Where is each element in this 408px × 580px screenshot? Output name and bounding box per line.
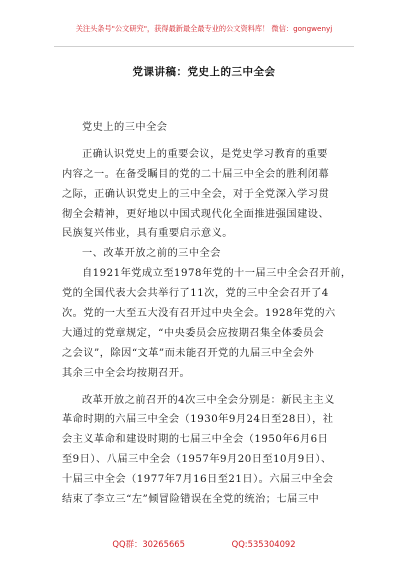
paragraph-line: 大通过的党章规定，“中央委员会应按期召集全体委员会 bbox=[62, 327, 325, 339]
header-divider bbox=[54, 46, 354, 47]
paragraph-line: 自1921年党成立至1978年党的十一届三中全会召开前， bbox=[82, 268, 352, 280]
paragraph-line: 内容之一。在备受瞩目的党的二十届三中全会的胜利闭幕 bbox=[62, 168, 330, 180]
paragraph-line: 其余三中全会均按期召开。 bbox=[62, 367, 191, 379]
paragraph-line: 民族复兴伟业，具有重要启示意义。 bbox=[62, 228, 233, 240]
paragraph-line: 彻全会精神，更好地以中国式现代化全面推进强国建设、 bbox=[62, 208, 330, 220]
paragraph-line: 次。党的一大至五大没有召开过中央全会。1928年党的六 bbox=[62, 308, 336, 320]
subsection-heading: 一、改革开放之前的三中全会 bbox=[82, 248, 221, 260]
footer-contact bbox=[0, 538, 408, 550]
document-title: 党课讲稿：党史上的三中全会 bbox=[132, 66, 276, 78]
paragraph-line: 党的全国代表大会共举行了11次，党的三中全会召开了4 bbox=[62, 288, 329, 300]
paragraph-line: 正确认识党史上的重要会议，是党史学习教育的重要 bbox=[82, 148, 328, 160]
paragraph-line: 至9日）、八届三中全会（1957年9月20日至10月9日）、 bbox=[62, 454, 332, 466]
paragraph-line: 改革开放之前召开的4次三中全会分别是：新民主主义 bbox=[82, 394, 335, 406]
header-promo-text: 关注头条号"公文研究"，获得最新最全最专业的公文资料库！ 微信：gongwenyj bbox=[75, 24, 333, 33]
paragraph-line: 会主义革命和建设时期的七届三中全会（1950年6月6日 bbox=[62, 434, 329, 446]
footer-qq: QQ:535304092 bbox=[231, 539, 296, 549]
paragraph-line: 结束了李立三“左”倾冒险错误在全党的统治；七届三中 bbox=[62, 494, 320, 506]
section-heading: 党史上的三中全会 bbox=[82, 122, 168, 133]
footer-qq-group: QQ群：30265665 bbox=[112, 539, 185, 549]
paragraph-line: 十届三中全会（1977年7月16日至21日）。六届三中全会 bbox=[62, 474, 334, 486]
paragraph-line: 之际，正确认识党史上的三中全会，对于全党深入学习贯 bbox=[62, 188, 330, 200]
paragraph-line: 革命时期的六届三中全会（1930年9月24日至28日），社 bbox=[62, 414, 334, 426]
paragraph-line: 之会议”，除因“文革”而未能召开党的九届三中全会外 bbox=[62, 347, 315, 359]
document-body bbox=[62, 118, 352, 510]
